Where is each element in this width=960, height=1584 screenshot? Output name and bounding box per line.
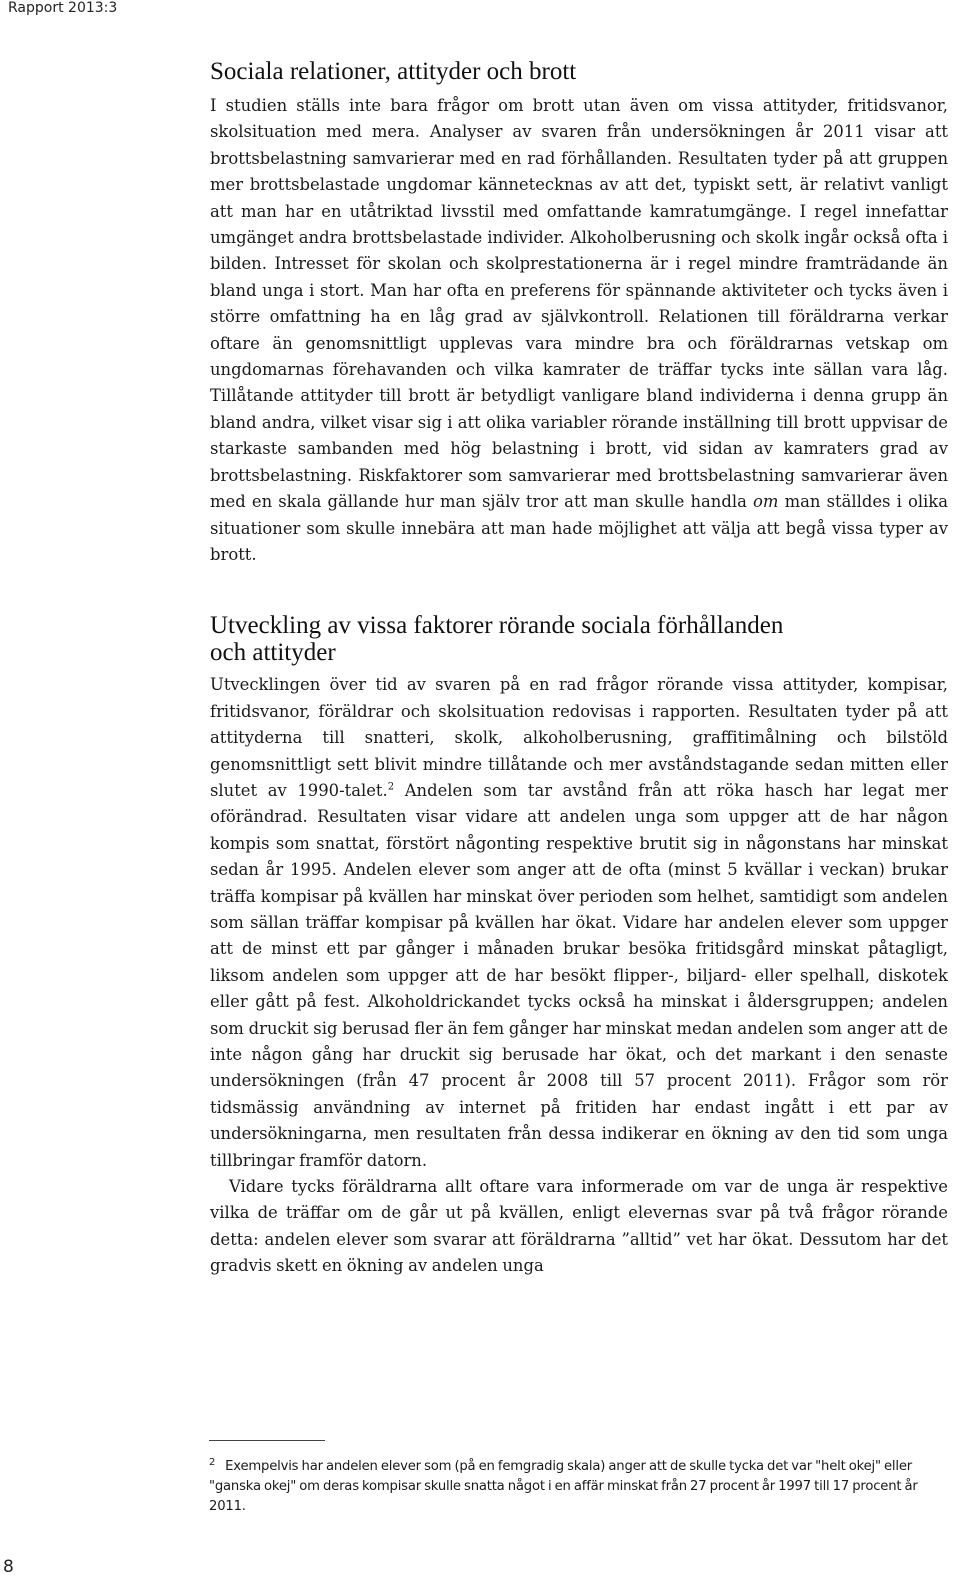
body-paragraph	[210, 93, 948, 568]
running-header: Rapport 2013:3	[8, 0, 118, 16]
emphasis-text: om	[753, 492, 779, 512]
footnote-text: Exempelvis har andelen elever som (på en femgradig skala) anger att de skulle tycka det var "helt okej" eller "ganska okej" om deras kompisar skulle snatta något i en affär minskat från 27 procent år 1997 till 17 procent år 2011.	[209, 1459, 918, 1514]
section-heading: Sociala relationer, attityder och brott	[210, 58, 577, 85]
heading-line-1: Utveckling av vissa faktorer rörande sociala förhållanden	[210, 612, 784, 640]
footnotes-area	[209, 1440, 954, 1517]
footnote-reference[interactable]: 2	[387, 781, 395, 793]
body-paragraph: Vidare tycks föräldrarna allt oftare vara informerade om var de unga är respektive vilka de träffar om de går ut på kvällen, enligt elevernas svar på två frågor rörande detta: andelen elever som svarar att föräldrarna ”alltid” vet har ökat. Dessutom har det gradvis skett en ökning av andelen unga	[210, 1177, 948, 1276]
section-development	[210, 612, 948, 1279]
paragraph-text: Utvecklingen över tid av svaren på en rad frågor rörande vissa attityder, kompisar, fritidsvanor, föräldrar och skolsituation redovisas i rapporten. Resultaten tyder på att attityderna till snatteri, skolk, alkoholberusning, graffitimålning och bilstöld genomsnittligt sett blivit mindre tillåtande och mer avståndstagande sedan mitten eller slutet av 1990-talet.	[210, 675, 948, 800]
page-body	[210, 58, 948, 1280]
paragraph-text: I studien ställs inte bara frågor om brott utan även om vissa attityder, fritidsvanor, skolsituation med mera. Analyser av svaren från undersökningen år 2011 visar att brottsbelastning samvarierar med en rad förhållanden. Resultaten tyder på att gruppen mer brottsbelastade ungdomar kännetecknas av att det, typiskt sett, är relativt vanligt att man har en utåtriktad livsstil med omfattande kamratumgänge. I regel innefattar umgänget andra brottsbelastade individer. Alkoholberusning och skolk ingår också ofta i bilden. Intresset för skolan och skolprestationerna är i regel mindre framträdande än bland unga i stort. Man har ofta en preferens för spännande aktiviteter och tycks även i större omfattning ha en låg grad av självkontroll. Relationen till föräldrarna verkar oftare än genomsnittligt upplevas vara mindre bra och föräldrarnas vetskap om ungdomarnas förehavanden och vilka kamrater de träffar tycks inte sällan vara låg. Tillåtande attityder till brott är betydligt vanligare bland individerna i denna grupp än bland andra, vilket visar sig i att olika variabler rörande inställning till brott uppvisar de starkaste sambanden med hög belastning i brott, vid sidan av kamraters grad av brottsbelastning. Riskfaktorer som samvarierar med brottsbelastning samvarierar även med en skala gällande hur man själv tror att man skulle handla	[210, 96, 948, 512]
body-paragraph	[210, 672, 948, 1174]
paragraph-text-continued: Andelen som tar avstånd från att röka hasch har legat mer oförändrad. Resultaten visar vidare att andelen unga som uppger att de har någon kompis som snattat, förstört någonting respektive brutit sig in någonstans har minskat sedan år 1995. Andelen elever som anger att de ofta (minst 5 kvällar i veckan) brukar träffa kompisar på kvällen har minskat över perioden som helhet, samtidigt som andelen som sällan träffar kompisar på kvällen har ökat. Vidare har andelen elever som uppger att de minst ett par gånger i månaden brukar besöka fritidsgård minskat påtagligt, liksom andelen som uppger att de har besökt flipper-, biljard- eller spelhall, diskotek eller gått på fest. Alkoholdrickandet tycks också ha minskat i åldersgruppen; andelen som druckit sig berusad fler än fem gånger har minskat medan andelen som anger att de inte någon gång har druckit sig berusade har ökat, och det markant i den senaste undersökningen (från 47 procent år 2008 till 57 procent 2011). Frågor som rör tidsmässig användning av internet på fritiden har endast ingått i ett par av undersökningarna, men resultaten från dessa indikerar en ökning av den tid som unga tillbringar framför datorn.	[210, 780, 948, 1170]
page-number: 8	[3, 1557, 14, 1577]
footnote-number: 2	[209, 1456, 216, 1468]
heading-line-2: och attityder	[210, 639, 336, 667]
section-heading	[210, 612, 948, 666]
section-social-relations	[210, 58, 948, 568]
footnote	[209, 1457, 954, 1517]
paragraph-text-end: man ställdes i olika situationer som skulle innebära att man hade möjlighet att välja att begå vissa typer av brott.	[210, 492, 949, 564]
footnote-divider	[209, 1440, 325, 1441]
